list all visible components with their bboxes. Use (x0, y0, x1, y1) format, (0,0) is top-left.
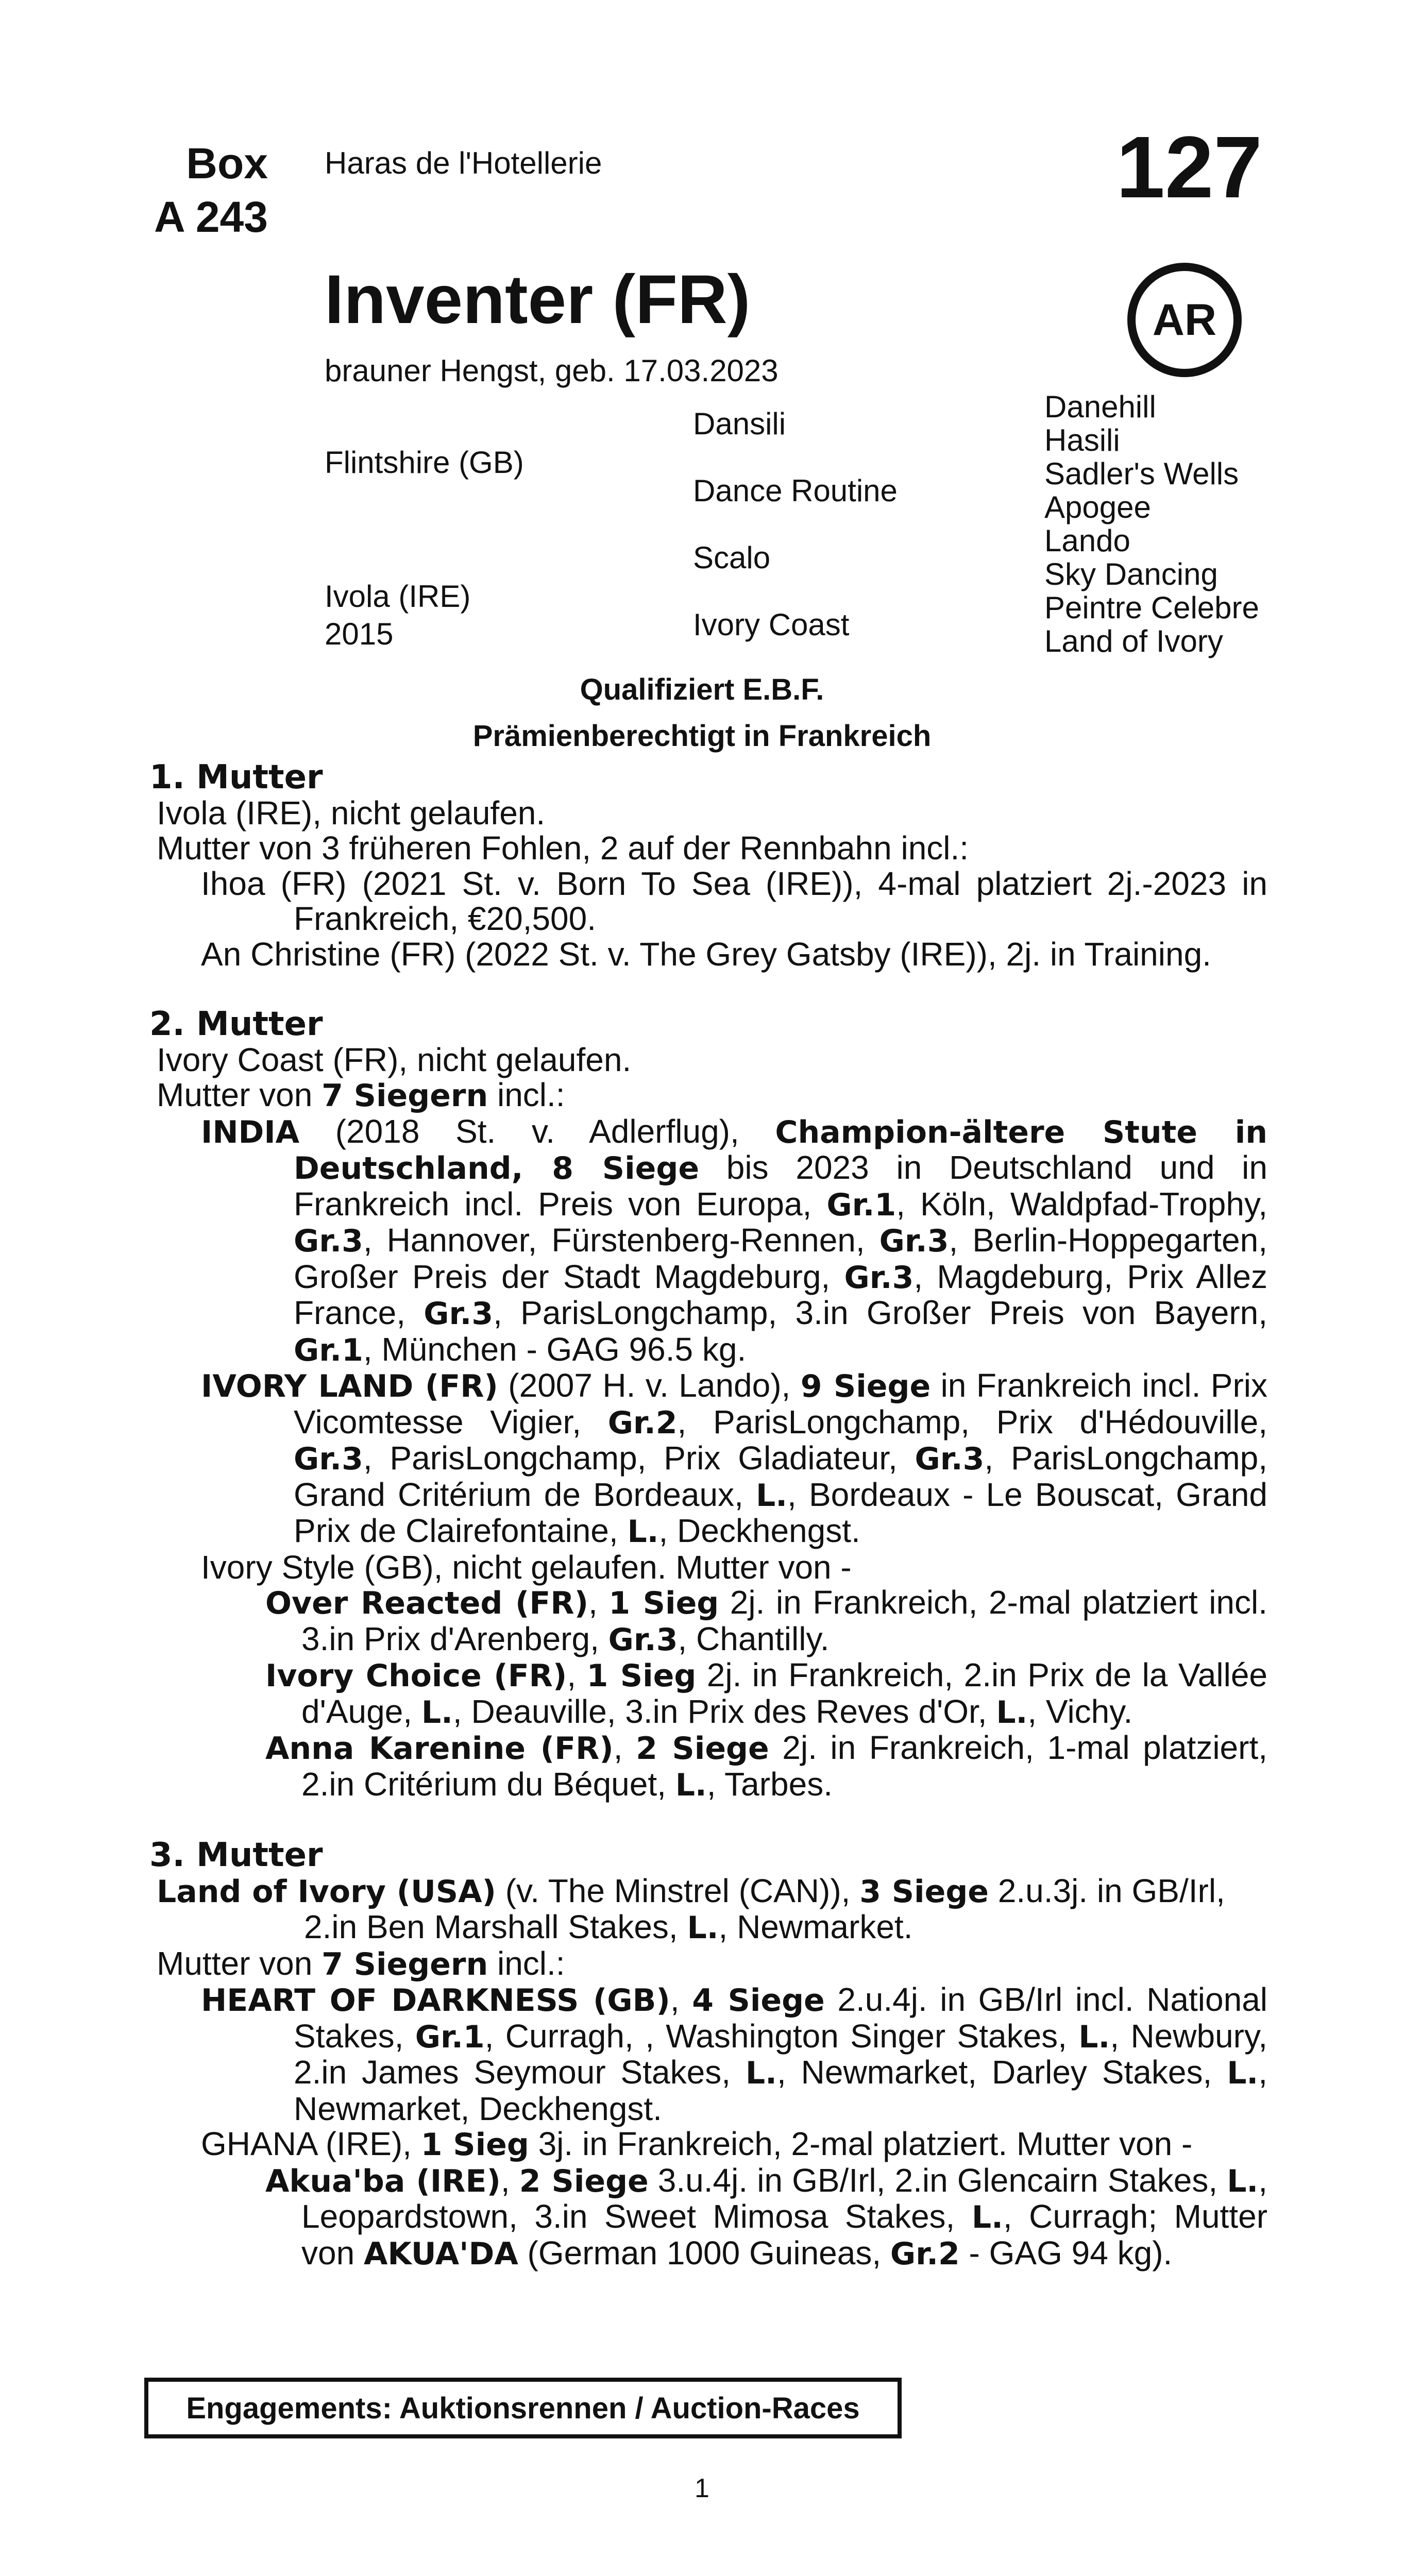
qualification-france: Prämienberechtigt in Frankreich (472, 719, 932, 753)
qualification-ebf: Qualifiziert E.B.F. (580, 673, 824, 706)
mutter2-anna-karenine: Anna Karenine (FR), 2 Siege 2j. in Frankreich, 1-mal platziert, 2.in Critérium du Béquet, L., Tarbes. (265, 1729, 1268, 1803)
ar-badge (1127, 263, 1242, 377)
lot-number: 127 (1116, 118, 1262, 216)
pedigree-dam-dam: Ivory Coast (693, 607, 850, 642)
ggp-5: Lando (1044, 523, 1130, 558)
ggp-8: Land of Ivory (1044, 624, 1223, 658)
mutter2-offspring: Mutter von 7 Siegern incl.: (157, 1076, 565, 1114)
mutter1-offspring: Mutter von 3 früheren Fohlen, 2 auf der Rennbahn incl.: (157, 829, 969, 867)
mutter3-heart-of-darkness: HEART OF DARKNESS (GB), 4 Siege 2.u.4j. in GB/Irl incl. National Stakes, Gr.1, Curragh, , Washington Singer Stakes, L., Newbury, 2.in James Seymour Stakes, L., Newmarket, Darley Stakes, L., Newmarket, Deckhengst. (201, 1981, 1268, 2127)
ggp-7: Peintre Celebre (1044, 590, 1259, 625)
pedigree-great-grandparents (1044, 390, 1259, 658)
breeder-name: Haras de l'Hotellerie (325, 146, 602, 180)
pedigree-sire-sire: Dansili (693, 406, 786, 441)
mutter2-ivory-choice: Ivory Choice (FR), 1 Sieg 2j. in Frankreich, 2.in Prix de la Vallée d'Auge, L., Deauville, 3.in Prix des Reves d'Or, L., Vichy. (265, 1656, 1268, 1731)
mutter1-title: 1. Mutter (149, 758, 323, 796)
mutter2-ivory-land: IVORY LAND (FR) (2007 H. v. Lando), 9 Siege in Frankreich incl. Prix Vicomtesse Vigier, Gr.2, ParisLongchamp, Prix d'Hédouville, Gr.3, ParisLongchamp, Prix Gladiateur, Gr.3, ParisLongchamp, Grand Critérium de Bordeaux, L., Bordeaux - Le Bouscat, Grand Prix de Clairefontaine, L., Deckhengst. (201, 1367, 1268, 1550)
pedigree-sire: Flintshire (GB) (325, 445, 524, 480)
pedigree-dam-sire: Scalo (693, 540, 771, 575)
mutter3-land-of-ivory: Land of Ivory (USA) (v. The Minstrel (CAN)), 3 Siege 2.u.3j. in GB/Irl, 2.in Ben Marshall Stakes, L., Newmarket. (157, 1872, 1225, 1946)
ggp-2: Hasili (1044, 423, 1120, 457)
dam-family-text (149, 760, 1267, 2272)
ggp-6: Sky Dancing (1044, 557, 1218, 591)
mutter2-ivory-style: Ivory Style (GB), nicht gelaufen. Mutter von - (201, 1548, 852, 1586)
mutter1-foal-an-christine: An Christine (FR) (2022 St. v. The Grey Gatsby (IRE)), 2j. in Training. (201, 935, 1211, 973)
mutter2-over-reacted: Over Reacted (FR), 1 Sieg 2j. in Frankreich, 2-mal platziert incl. 3.in Prix d'Arenberg, Gr.3, Chantilly. (265, 1584, 1268, 1658)
mutter2-intro: Ivory Coast (FR), nicht gelaufen. (157, 1041, 632, 1078)
pedigree-dam: Ivola (IRE) (325, 579, 471, 614)
ggp-1: Danehill (1044, 389, 1156, 424)
mutter3-offspring: Mutter von 7 Siegern incl.: (157, 1944, 565, 1982)
horse-name: Inventer (FR) (325, 261, 751, 338)
box-number: A 243 (154, 193, 268, 241)
mutter3-akuaba: Akua'ba (IRE), 2 Siege 3.u.4j. in GB/Irl, 2.in Glencairn Stakes, L., Leopardstown, 3.in Sweet Mimosa Stakes, L., Curragh; Mutter von AKUA'DA (German 1000 Guineas, Gr.2 - GAG 94 kg). (265, 2161, 1268, 2272)
mutter2-title: 2. Mutter (149, 1005, 323, 1043)
mutter2-india: INDIA (2018 St. v. Adlerflug), Champion-ältere Stute in Deutschland, 8 Siege bis 2023 in Deutschland und in Frankreich incl. Preis von Europa, Gr.1, Köln, Waldpfad-Trophy, Gr.3, Hannover, Fürstenberg-Rennen, Gr.3, Berlin-Hoppegarten, Großer Preis der Stadt Magdeburg, Gr.3, Magdeburg, Prix Allez France, Gr.3, ParisLongchamp, 3.in Großer Preis von Bayern, Gr.1, München - GAG 96.5 kg. (201, 1112, 1268, 1368)
engagements-box (144, 2378, 902, 2438)
page-number: 1 (695, 2473, 709, 2503)
mutter1-intro: Ivola (IRE), nicht gelaufen. (157, 794, 546, 832)
mutter3-ghana: GHANA (IRE), 1 Sieg 3j. in Frankreich, 2-mal platziert. Mutter von - (201, 2125, 1193, 2163)
box-label (144, 137, 268, 244)
box-word: Box (186, 139, 268, 188)
mutter1-foal-ihoa: Ihoa (FR) (2021 St. v. Born To Sea (IRE)), 4-mal platziert 2j.-2023 in Frankreich, €20,500. (201, 865, 1267, 937)
engagements-text: Engagements: Auktionsrennen / Auction-Races (186, 2391, 860, 2425)
ggp-3: Sadler's Wells (1044, 456, 1239, 491)
pedigree-sire-dam: Dance Routine (693, 473, 898, 508)
horse-description: brauner Hengst, geb. 17.03.2023 (325, 353, 779, 388)
mutter3-title: 3. Mutter (149, 1836, 323, 1874)
pedigree-dam-year: 2015 (325, 617, 394, 651)
ggp-4: Apogee (1044, 490, 1151, 524)
ar-badge-text: AR (1152, 295, 1217, 345)
